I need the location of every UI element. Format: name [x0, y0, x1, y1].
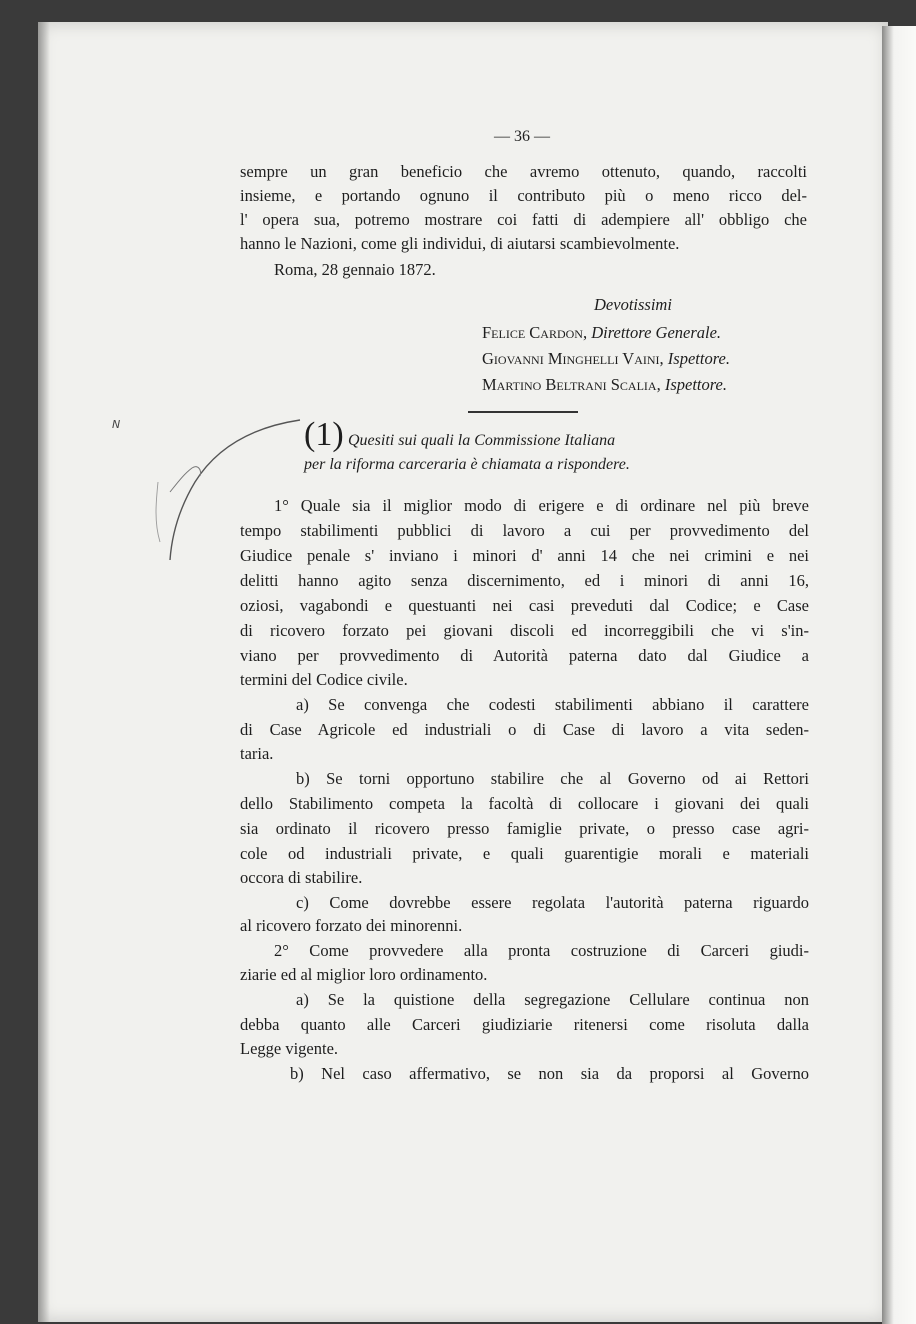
page-edge — [882, 26, 916, 1324]
question-line: 2° Come provvedere alla pronta costruzione di Carceri giudi- — [274, 941, 809, 960]
question-line: c) Come dovrebbe essere regolata l'autorità paterna riguardo — [296, 893, 809, 912]
body-line: insieme, e portando ognuno il contributo più o meno ricco del- — [240, 186, 807, 205]
footnote-heading-line: per la riforma carceraria è chiamata a rispondere. — [304, 456, 630, 473]
page-number: — 36 — — [494, 128, 550, 145]
question-line: sia ordinato il ricovero presso famiglie private, o presso case agri- — [240, 819, 809, 838]
body-line: hanno le Nazioni, come gli individui, di aiutarsi scambievolmente. — [240, 234, 680, 253]
footnote-heading-line: Quesiti sui quali la Commissione Italiana — [348, 432, 616, 449]
signatory — [482, 325, 721, 342]
place-date: Roma, 28 gennaio 1872. — [274, 260, 436, 279]
question-line: termini del Codice civile. — [240, 670, 408, 689]
footnote-marker: (1) — [304, 416, 344, 453]
question-line: taria. — [240, 744, 274, 763]
signatory-role: Direttore Generale. — [591, 323, 722, 342]
question-line: a) Se la quistione della segregazione Cellulare continua non — [296, 990, 809, 1009]
question-line: tempo stabilimenti pubblici di lavoro a cui per provvedimento del — [240, 521, 809, 540]
body-line: sempre un gran beneficio che avremo ottenuto, quando, raccolti — [240, 162, 807, 181]
binding-shadow — [38, 22, 50, 1322]
question-line: b) Se torni opportuno stabilire che al Governo od ai Rettori — [296, 769, 809, 788]
question-line: cole od industriali private, e quali guarentigie morali e materiali — [240, 844, 809, 863]
signatory-name: Giovanni Minghelli Vaini, — [482, 349, 664, 368]
question-line: viano per provvedimento di Autorità paterna dato dal Giudice a — [240, 646, 809, 665]
body-line: l' opera sua, potremo mostrare coi fatti di adempiere all' obbligo che — [240, 210, 807, 229]
signatory-name: Felice Cardon, — [482, 323, 588, 342]
signatory — [482, 377, 727, 394]
question-line: b) Nel caso affermativo, se non sia da proporsi al Governo — [290, 1064, 809, 1083]
signatory-role: Ispettore. — [664, 375, 728, 394]
question-line: Giudice penale s' inviano i minori d' anni 14 che nei crimini e nei — [240, 546, 809, 565]
separator-rule — [468, 411, 578, 413]
closing: Devotissimi — [594, 295, 672, 314]
question-line: di Case Agricole ed industriali o di Case di lavoro a vita seden- — [240, 720, 809, 739]
signatory-name: Martino Beltrani Scalia, — [482, 375, 661, 394]
question-line: ziarie ed al miglior loro ordinamento. — [240, 965, 488, 984]
margin-note: N — [112, 418, 121, 431]
question-line: debba quanto alle Carceri giudiziarie ritenersi come risoluta dalla — [240, 1015, 809, 1034]
signatory-role: Ispettore. — [667, 349, 730, 368]
question-line: al ricovero forzato dei minorenni. — [240, 916, 463, 935]
question-line: dello Stabilimento competa la facoltà di collocare i giovani dei quali — [240, 794, 809, 813]
question-line: oziosi, vagabondi e questuanti nei casi preveduti dal Codice; e Case — [240, 596, 809, 615]
question-line: 1° Quale sia il miglior modo di erigere e di ordinare nel più breve — [274, 496, 809, 515]
question-line: occora di stabilire. — [240, 868, 363, 887]
question-line: Legge vigente. — [240, 1039, 339, 1058]
question-line: delitti hanno agito senza discernimento, ed i minori di anni 16, — [240, 571, 809, 590]
question-line: di ricovero forzato pei giovani discoli ed incorreggibili che vi s'in- — [240, 621, 809, 640]
question-line: a) Se convenga che codesti stabilimenti abbiano il carattere — [296, 695, 809, 714]
signatory — [482, 351, 730, 368]
